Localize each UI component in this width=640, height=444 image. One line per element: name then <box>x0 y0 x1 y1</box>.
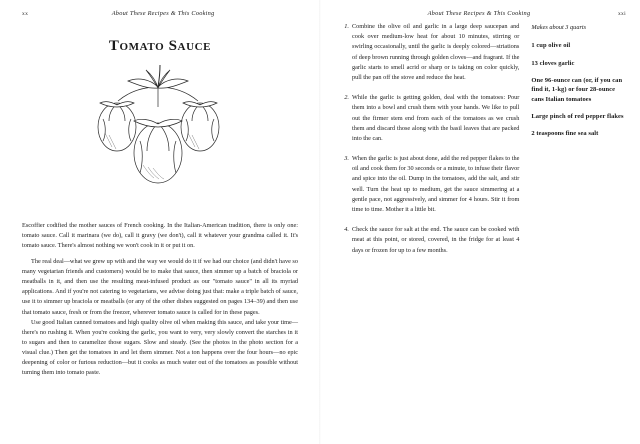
ingredients-list <box>531 41 626 138</box>
left-page-body <box>22 221 298 378</box>
folio-right: xxi <box>617 11 626 17</box>
body-paragraph: Use good Italian canned tomatoes and high quality olive oil when making this sauce, and take your time—there's no rushing it. When you're cooking the garlic, you want to very, very slowly convert the starches in it to sugars and then to caramelize those sugars. Slow and steady. (See the photos in the photo section for a visual clue.) Then get the tomatoes in and let them simmer. Not a ton happens over the four hours—no epic deepening of color or furious reduction—but it cooks as much water out of the tomatoes as possible without turning them into tomato paste. <box>22 318 298 377</box>
step-number: 2. <box>344 94 349 102</box>
step-text: Check the sauce for salt at the end. The sauce can be cooked with meat at this point, or stored, covered, in the fridge for at least 4 days or frozen for up to a few months. <box>352 226 520 254</box>
running-head-left <box>22 10 298 22</box>
list-item <box>340 93 519 144</box>
list-item: One 96-ounce can (or, if you can find it, 1-kg) or four 28-ounce cans Italian tomatoes <box>531 76 623 103</box>
list-item <box>340 225 519 256</box>
recipe-steps <box>340 22 519 266</box>
list-item: Large pinch of red pepper flakes <box>531 112 624 120</box>
list-item: 2 teaspoons fine sea salt <box>531 130 599 138</box>
list-item: 13 cloves garlic <box>531 59 575 67</box>
page-title <box>22 38 298 55</box>
step-number: 1. <box>344 23 349 30</box>
step-number: 3. <box>344 155 349 163</box>
recipe-title-text: Tomato Sauce <box>108 38 212 54</box>
running-head-right <box>340 10 626 22</box>
step-text: When the garlic is just about done, add the red pepper flakes to the oil and cook them for 30 seconds or a minute, to infuse their flavor and spice into the oil. Dump in the tomatoes, add the salt, and stir well. Turn the heat up to medium, get the sauce simmering at a gentle pace, not aggressively, and simmer for 4 hours. Stir it from time to time. Mother it a little bit. <box>352 155 520 213</box>
step-text: While the garlic is getting golden, deal with the tomatoes: Pour them into a bowl and crush them with your hands. We like to pull out the firmer stem end from each of the tomatoes as we crush them and discard those along with the basil leaves that are packed into the can. <box>352 94 520 142</box>
folio-left: xx <box>22 11 29 17</box>
tomato-cluster-illustration <box>70 61 250 211</box>
body-paragraph: Escoffier codified the mother sauces of French cooking. In the Italian-American tradition, there is only one: tomato sauce. Call it marinara (we do), call it gravy (we don't), call it whatever your grandma called it. It's tomato sauce. There's almost nothing we won't cook in it or put it on. <box>22 222 298 250</box>
recipe-yield: Makes about 3 quarts <box>531 24 587 31</box>
running-head-title-right: About These Recipes & This Cooking <box>427 10 531 17</box>
body-paragraph: The real deal—what we grew up with and the way we would do it if we had our choice (and didn't have so many vegetarian friends and customers) would be to make that sauce, then simmer up a batch of braciola or meatballs in it, and then use the resulting meat-infused product as our "tomato sauce" in all its myriad applications. And if you're not catering to vegetarians, we advise doing just that: make a triple batch of sauce, use it to simmer up braciola or meatballs (or any of the other dishes suggested on pages 134–39) and then use that tomato sauce, fresh or from the freezer, wherever tomato sauce is called for in these pages. <box>22 257 298 316</box>
ingredients-sidebar <box>531 22 626 266</box>
list-item <box>340 22 519 83</box>
list-item <box>340 154 519 215</box>
list-item: 1 cup olive oil <box>531 42 571 50</box>
step-text: Combine the olive oil and garlic in a large deep saucepan and cook over medium-low heat for about 10 minutes, stirring or swirling occasionally, until the garlic is deeply colored—striations of deep brown running through golden cloves—and fragrant. If the garlic starts to smell acrid or sharp or is taking on color quickly, pull the pan off the stove and reduce the heat. <box>352 23 520 81</box>
step-number: 4. <box>344 226 349 234</box>
running-head-title-left: About These Recipes & This Cooking <box>111 10 215 17</box>
right-page <box>320 0 640 444</box>
